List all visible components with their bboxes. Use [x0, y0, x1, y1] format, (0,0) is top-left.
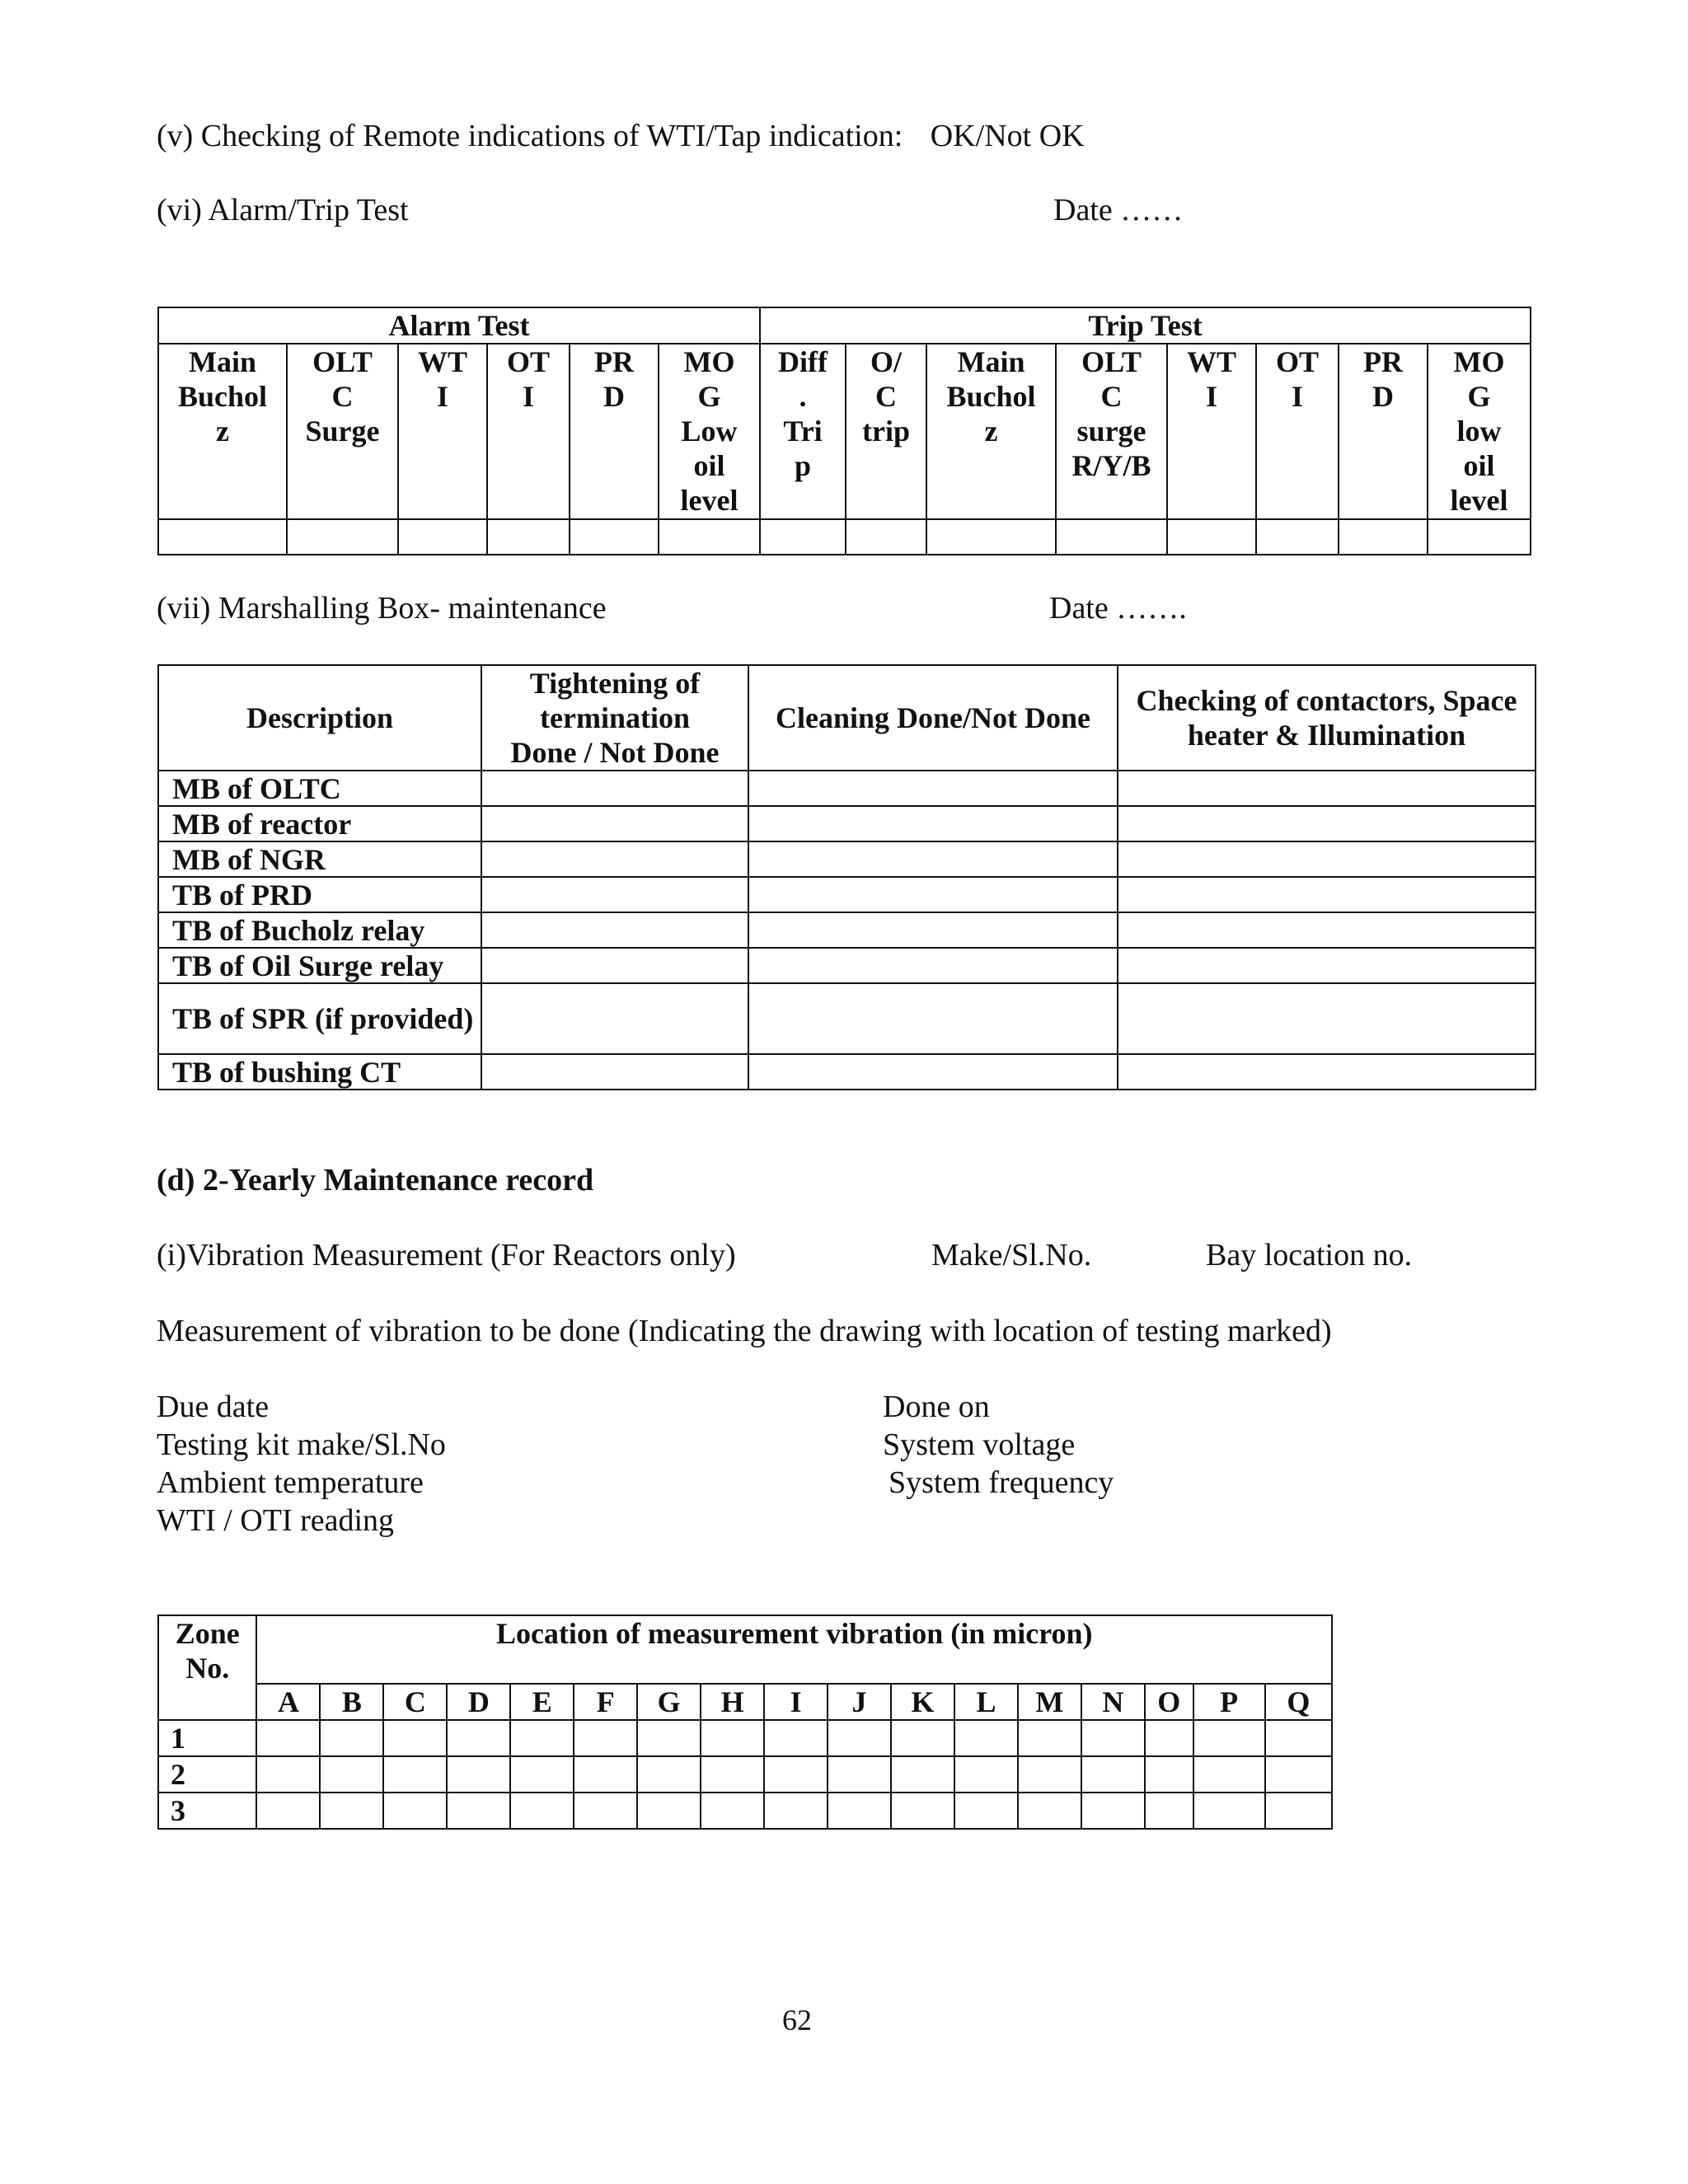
entry-cell[interactable] [510, 1756, 574, 1793]
row-label: TB of Oil Surge relay [158, 948, 481, 983]
entry-cell[interactable] [828, 1756, 891, 1793]
entry-cell[interactable] [1081, 1756, 1145, 1793]
entry-cell[interactable] [748, 912, 1118, 948]
alarm-col-wti: WT I [398, 344, 487, 519]
marshalling-header-row [158, 665, 1536, 771]
table-row [158, 1054, 1536, 1090]
system-frequency-label: System frequency [889, 1465, 1114, 1500]
alarm-col-mog: MO G Low oil level [659, 344, 760, 519]
bay-location-no: Bay location no. [1206, 1238, 1413, 1272]
entry-cell[interactable] [1428, 519, 1531, 555]
entry-cell[interactable] [158, 519, 287, 555]
zone-number: 2 [158, 1756, 256, 1793]
row-label: TB of SPR (if provided) [158, 983, 481, 1054]
entry-cell[interactable] [1339, 519, 1428, 555]
location-header: Location of measurement vibration (in micron) [256, 1615, 1332, 1684]
location-letter: A [256, 1684, 320, 1720]
remote-indication-value: OK/Not OK [930, 119, 1085, 153]
alarm-trip-heading: (vi) Alarm/Trip Test [157, 193, 409, 227]
trip-col-oltc-surge: OLT C surge R/Y/B [1056, 344, 1167, 519]
entry-cell[interactable] [1265, 1756, 1332, 1793]
entry-cell[interactable] [574, 1756, 637, 1793]
entry-cell[interactable] [1056, 519, 1167, 555]
alarm-trip-date: Date …… [1053, 193, 1184, 227]
trip-col-main-bucholz: Main Buchol z [926, 344, 1056, 519]
row-label: TB of Bucholz relay [158, 912, 481, 948]
entry-cell[interactable] [1118, 1054, 1536, 1090]
entry-cell[interactable] [701, 1793, 764, 1829]
location-letter: H [701, 1684, 764, 1720]
entry-cell[interactable] [637, 1756, 701, 1793]
col-checking: Checking of contactors, Space heater & Illumination [1118, 665, 1536, 771]
entry-cell[interactable] [320, 1756, 383, 1793]
row-label: MB of NGR [158, 841, 481, 877]
entry-cell[interactable] [1118, 841, 1536, 877]
entry-cell[interactable] [1193, 1756, 1265, 1793]
trip-col-wti: WT I [1167, 344, 1256, 519]
alarm-trip-column-row [158, 344, 1531, 519]
table-row [158, 877, 1536, 912]
location-letter: I [764, 1684, 828, 1720]
alarm-col-oti: OT I [487, 344, 570, 519]
entry-cell[interactable] [1118, 948, 1536, 983]
entry-cell[interactable] [764, 1793, 828, 1829]
entry-cell[interactable] [1193, 1793, 1265, 1829]
entry-cell[interactable] [659, 519, 760, 555]
trip-col-prd: PR D [1339, 344, 1428, 519]
col-tightening: Tightening of termination Done / Not Done [481, 665, 748, 771]
vibration-header-row [158, 1615, 1332, 1684]
entry-cell[interactable] [487, 519, 570, 555]
entry-cell[interactable] [926, 519, 1056, 555]
entry-cell[interactable] [1018, 1720, 1081, 1756]
location-letter: K [891, 1684, 954, 1720]
location-letter: O [1145, 1684, 1193, 1720]
entry-cell[interactable] [1081, 1793, 1145, 1829]
entry-cell[interactable] [748, 1054, 1118, 1090]
row-label: MB of reactor [158, 806, 481, 841]
entry-cell[interactable] [748, 841, 1118, 877]
entry-cell[interactable] [256, 1756, 320, 1793]
trip-col-diff-trip: Diff . Tri p [760, 344, 846, 519]
entry-cell[interactable] [320, 1793, 383, 1829]
entry-cell[interactable] [383, 1793, 447, 1829]
alarm-trip-group-row [158, 307, 1531, 344]
section-d-title: (d) 2-Yearly Maintenance record [157, 1163, 594, 1197]
entry-cell[interactable] [760, 519, 846, 555]
entry-cell[interactable] [510, 1720, 574, 1756]
entry-cell[interactable] [1018, 1793, 1081, 1829]
entry-cell[interactable] [954, 1720, 1018, 1756]
marshalling-table [157, 664, 1536, 1090]
entry-cell[interactable] [481, 806, 748, 841]
marshalling-date: Date ……. [1049, 591, 1187, 626]
make-sl-no: Make/Sl.No. [931, 1238, 1092, 1272]
zone-number: 1 [158, 1720, 256, 1756]
entry-cell[interactable] [1118, 771, 1536, 806]
entry-cell[interactable] [764, 1720, 828, 1756]
location-letter: E [510, 1684, 574, 1720]
entry-cell[interactable] [748, 806, 1118, 841]
entry-cell[interactable] [481, 841, 748, 877]
entry-cell[interactable] [1265, 1793, 1332, 1829]
entry-cell[interactable] [383, 1756, 447, 1793]
entry-cell[interactable] [1145, 1756, 1193, 1793]
table-row [158, 806, 1536, 841]
testing-kit-label: Testing kit make/Sl.No [157, 1427, 446, 1462]
table-row [158, 1756, 1332, 1793]
zone-number: 3 [158, 1793, 256, 1829]
location-letter: P [1193, 1684, 1265, 1720]
row-label: TB of PRD [158, 877, 481, 912]
entry-cell[interactable] [891, 1793, 954, 1829]
entry-cell[interactable] [447, 1720, 510, 1756]
table-row [158, 1793, 1332, 1829]
entry-cell[interactable] [398, 519, 487, 555]
entry-cell[interactable] [846, 519, 926, 555]
trip-col-oc-trip: O/ C trip [846, 344, 926, 519]
remote-indication-line [157, 118, 1085, 156]
entry-cell[interactable] [1081, 1720, 1145, 1756]
zone-no-header: Zone No. [158, 1615, 256, 1720]
entry-cell[interactable] [510, 1793, 574, 1829]
alarm-col-oltc-surge: OLT C Surge [287, 344, 398, 519]
vibration-table [157, 1615, 1333, 1830]
entry-cell[interactable] [1118, 912, 1536, 948]
entry-cell[interactable] [764, 1756, 828, 1793]
entry-cell[interactable] [570, 519, 659, 555]
entry-cell[interactable] [1145, 1720, 1193, 1756]
table-row [158, 841, 1536, 877]
col-description: Description [158, 665, 481, 771]
ambient-temperature-label: Ambient temperature [157, 1465, 424, 1500]
letters-row [158, 1684, 1332, 1720]
entry-cell[interactable] [447, 1793, 510, 1829]
location-letter: B [320, 1684, 383, 1720]
entry-cell[interactable] [828, 1793, 891, 1829]
entry-cell[interactable] [481, 948, 748, 983]
entry-cell[interactable] [481, 877, 748, 912]
alarm-trip-table [157, 307, 1531, 555]
measurement-note: Measurement of vibration to be done (Indicating the drawing with location of testing marked) [157, 1314, 1332, 1348]
page-number: 62 [782, 2004, 812, 2036]
col-cleaning: Cleaning Done/Not Done [748, 665, 1118, 771]
entry-cell[interactable] [256, 1720, 320, 1756]
location-letter: N [1081, 1684, 1145, 1720]
entry-cell[interactable] [481, 1054, 748, 1090]
location-letter: D [447, 1684, 510, 1720]
entry-cell[interactable] [748, 877, 1118, 912]
table-row [158, 1720, 1332, 1756]
entry-cell[interactable] [447, 1756, 510, 1793]
trip-col-mog: MO G low oil level [1428, 344, 1531, 519]
entry-cell[interactable] [1167, 519, 1256, 555]
entry-cell[interactable] [481, 912, 748, 948]
alarm-test-header: Alarm Test [158, 307, 760, 344]
system-voltage-label: System voltage [883, 1427, 1076, 1462]
location-letter: Q [1265, 1684, 1332, 1720]
wti-oti-reading-label: WTI / OTI reading [157, 1503, 395, 1538]
entry-cell[interactable] [954, 1756, 1018, 1793]
entry-cell[interactable] [1018, 1756, 1081, 1793]
trip-test-header: Trip Test [760, 307, 1531, 344]
marshalling-heading: (vii) Marshalling Box- maintenance [157, 591, 607, 626]
location-letter: G [637, 1684, 701, 1720]
entry-cell[interactable] [1118, 806, 1536, 841]
entry-cell[interactable] [1256, 519, 1339, 555]
trip-col-oti: OT I [1256, 344, 1339, 519]
location-letter: L [954, 1684, 1018, 1720]
entry-cell[interactable] [574, 1793, 637, 1829]
location-letter: J [828, 1684, 891, 1720]
entry-cell[interactable] [701, 1756, 764, 1793]
table-row [158, 771, 1536, 806]
alarm-col-main-bucholz: Main Buchol z [158, 344, 287, 519]
row-label: MB of OLTC [158, 771, 481, 806]
entry-cell[interactable] [954, 1793, 1018, 1829]
entry-cell[interactable] [748, 771, 1118, 806]
entry-cell[interactable] [256, 1793, 320, 1829]
alarm-col-prd: PR D [570, 344, 659, 519]
alarm-trip-entry-row [158, 519, 1531, 555]
entry-cell[interactable] [383, 1720, 447, 1756]
table-row [158, 912, 1536, 948]
table-row [158, 948, 1536, 983]
remote-indication-label: (v) Checking of Remote indications of WTI/Tap indication: [157, 119, 903, 153]
entry-cell[interactable] [701, 1720, 764, 1756]
entry-cell[interactable] [574, 1720, 637, 1756]
entry-cell[interactable] [637, 1793, 701, 1829]
location-letter: F [574, 1684, 637, 1720]
entry-cell[interactable] [748, 983, 1118, 1054]
entry-cell[interactable] [1118, 877, 1536, 912]
location-letter: C [383, 1684, 447, 1720]
entry-cell[interactable] [1118, 983, 1536, 1054]
entry-cell[interactable] [891, 1720, 954, 1756]
entry-cell[interactable] [1193, 1720, 1265, 1756]
entry-cell[interactable] [481, 983, 748, 1054]
entry-cell[interactable] [891, 1756, 954, 1793]
entry-cell[interactable] [637, 1720, 701, 1756]
entry-cell[interactable] [1265, 1720, 1332, 1756]
entry-cell[interactable] [320, 1720, 383, 1756]
row-label: TB of bushing CT [158, 1054, 481, 1090]
vibration-measurement-line: (i)Vibration Measurement (For Reactors only) [157, 1238, 736, 1272]
entry-cell[interactable] [828, 1720, 891, 1756]
due-date-label: Due date [157, 1390, 270, 1424]
table-row [158, 983, 1536, 1054]
entry-cell[interactable] [481, 771, 748, 806]
entry-cell[interactable] [748, 948, 1118, 983]
entry-cell[interactable] [1145, 1793, 1193, 1829]
done-on-label: Done on [883, 1390, 990, 1424]
location-letter: M [1018, 1684, 1081, 1720]
entry-cell[interactable] [287, 519, 398, 555]
